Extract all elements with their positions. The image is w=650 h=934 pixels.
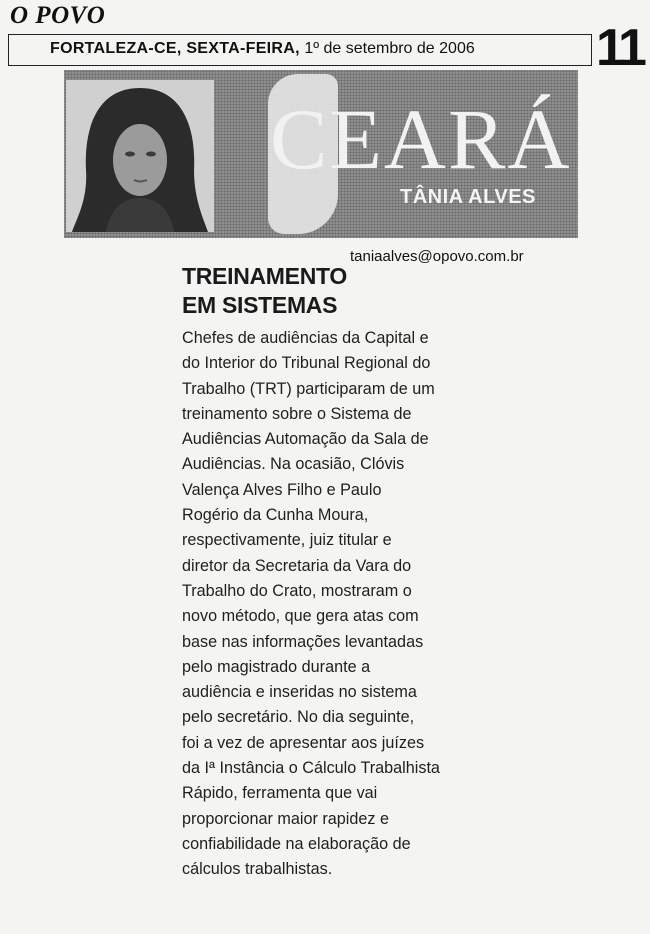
body-line: Rogério da Cunha Moura, bbox=[182, 506, 369, 525]
columnist-photo bbox=[66, 80, 214, 232]
newspaper-logo: O POVO bbox=[10, 2, 106, 29]
body-line: Trabalho (TRT) participaram de um bbox=[182, 379, 435, 398]
body-line: Audiências Automação da Sala de bbox=[182, 430, 429, 449]
columnist-email: taniaalves@opovo.com.br bbox=[350, 248, 524, 265]
body-line: Trabalho do Crato, mostraram o bbox=[182, 581, 412, 600]
body-line: base nas informações levantadas bbox=[182, 632, 424, 651]
body-line: novo método, que gera atas com bbox=[182, 607, 419, 626]
page-number: 11 bbox=[596, 19, 643, 77]
body-line: pelo magistrado durante a bbox=[182, 657, 371, 676]
dateline-location-day: FORTALEZA-CE, SEXTA-FEIRA, bbox=[50, 40, 300, 57]
headline-line: EM SISTEMAS bbox=[182, 292, 338, 318]
body-line: foi a vez de apresentar aos juízes bbox=[182, 733, 425, 752]
dateline-date: 1º de setembro de 2006 bbox=[304, 40, 475, 57]
body-line: diretor da Secretaria da Vara do bbox=[182, 556, 412, 575]
body-line: do Interior do Tribunal Regional do bbox=[182, 354, 431, 373]
dateline bbox=[50, 40, 475, 58]
body-line: confiabilidade na elaboração de bbox=[182, 834, 411, 853]
body-line: respectivamente, juiz titular e bbox=[182, 531, 392, 550]
body-line: pelo secretário. No dia seguinte, bbox=[182, 708, 415, 727]
body-line: Rápido, ferramenta que vai bbox=[182, 784, 378, 803]
body-line: Chefes de audiências da Capital e bbox=[182, 329, 429, 347]
body-line: Audiências. Na ocasião, Clóvis bbox=[182, 455, 405, 474]
portrait-image bbox=[66, 80, 214, 232]
body-line: proporcionar maior rapidez e bbox=[182, 809, 389, 828]
body-line: treinamento sobre o Sistema de bbox=[182, 404, 412, 423]
body-line: audiência e inseridas no sistema bbox=[182, 683, 417, 702]
body-line: cálculos trabalhistas. bbox=[182, 860, 333, 879]
body-line: da Iª Instância o Cálculo Trabalhista bbox=[182, 759, 440, 778]
headline-line: TREINAMENTO bbox=[182, 263, 347, 289]
article-headline bbox=[182, 262, 422, 320]
section-title: CEARÁ bbox=[270, 91, 572, 187]
article-body bbox=[182, 326, 482, 883]
columnist-name: TÂNIA ALVES bbox=[400, 186, 536, 208]
body-line: Valença Alves Filho e Paulo bbox=[182, 480, 382, 499]
